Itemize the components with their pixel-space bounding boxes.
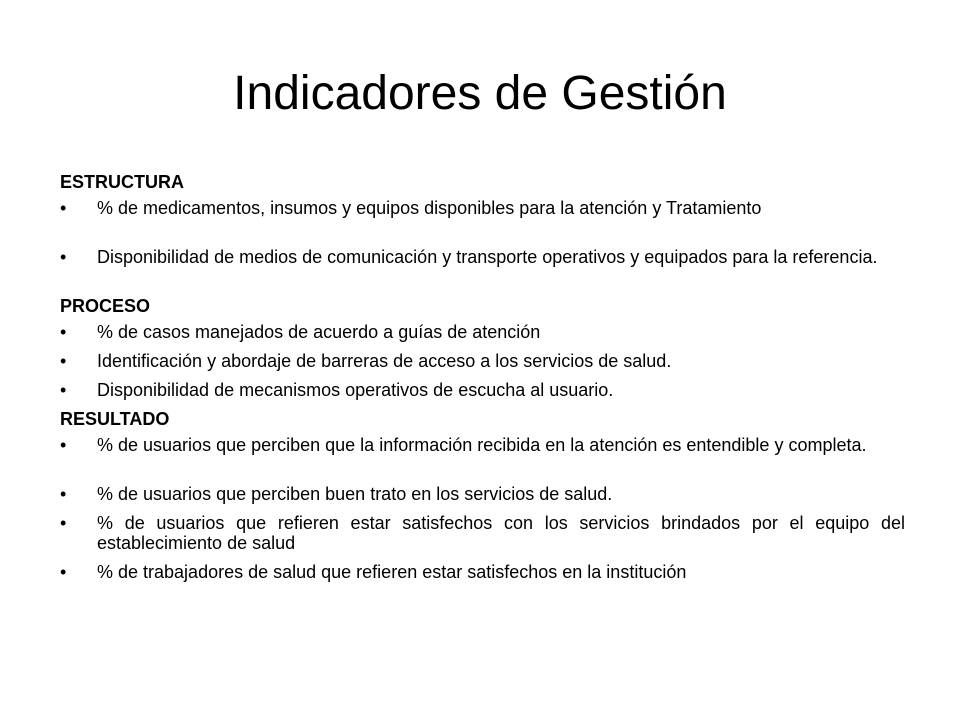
section-heading-resultado: RESULTADO bbox=[60, 409, 170, 429]
bullet-icon: • bbox=[60, 351, 67, 371]
list-item bbox=[60, 435, 905, 484]
list-item-text: Disponibilidad de mecanismos operativos de escucha al usuario. bbox=[97, 380, 614, 400]
section-heading-estructura: ESTRUCTURA bbox=[60, 172, 184, 192]
list-item-text: % de trabajadores de salud que refieren estar satisfechos en la institución bbox=[97, 562, 687, 582]
bullet-icon: • bbox=[60, 247, 67, 267]
bullet-icon: • bbox=[60, 322, 67, 342]
bullet-icon: • bbox=[60, 198, 67, 218]
list-item bbox=[60, 484, 905, 513]
section-heading-proceso: PROCESO bbox=[60, 296, 151, 316]
list-item-text: Identificación y abordaje de barreras de acceso a los servicios de salud. bbox=[97, 351, 672, 371]
bullet-icon: • bbox=[60, 435, 67, 455]
list-item bbox=[60, 322, 905, 351]
list-item bbox=[60, 380, 905, 409]
bullet-icon: • bbox=[60, 513, 67, 533]
list-item bbox=[60, 513, 905, 562]
list-item-text: % de usuarios que perciben buen trato en los servicios de salud. bbox=[97, 484, 613, 504]
list-item-text: % de casos manejados de acuerdo a guías de atención bbox=[97, 322, 541, 342]
bullet-icon: • bbox=[60, 562, 67, 582]
list-item-text: Disponibilidad de medios de comunicación y transporte operativos y equipados para la referencia. bbox=[97, 247, 878, 267]
list-item bbox=[60, 247, 905, 296]
list-item bbox=[60, 198, 905, 247]
list-item-text: % de usuarios que perciben que la información recibida en la atención es entendible y completa. bbox=[97, 435, 867, 455]
bullet-icon: • bbox=[60, 380, 67, 400]
slide-content bbox=[60, 172, 905, 591]
list-item-text: % de usuarios que refieren estar satisfechos con los servicios brindados por el equipo del establecimiento de salud bbox=[97, 513, 905, 553]
bullet-icon: • bbox=[60, 484, 67, 504]
list-item bbox=[60, 351, 905, 380]
list-item bbox=[60, 562, 905, 591]
slide-title: Indicadores de Gestión bbox=[233, 67, 727, 120]
list-item-text: % de medicamentos, insumos y equipos disponibles para la atención y Tratamiento bbox=[97, 198, 762, 218]
